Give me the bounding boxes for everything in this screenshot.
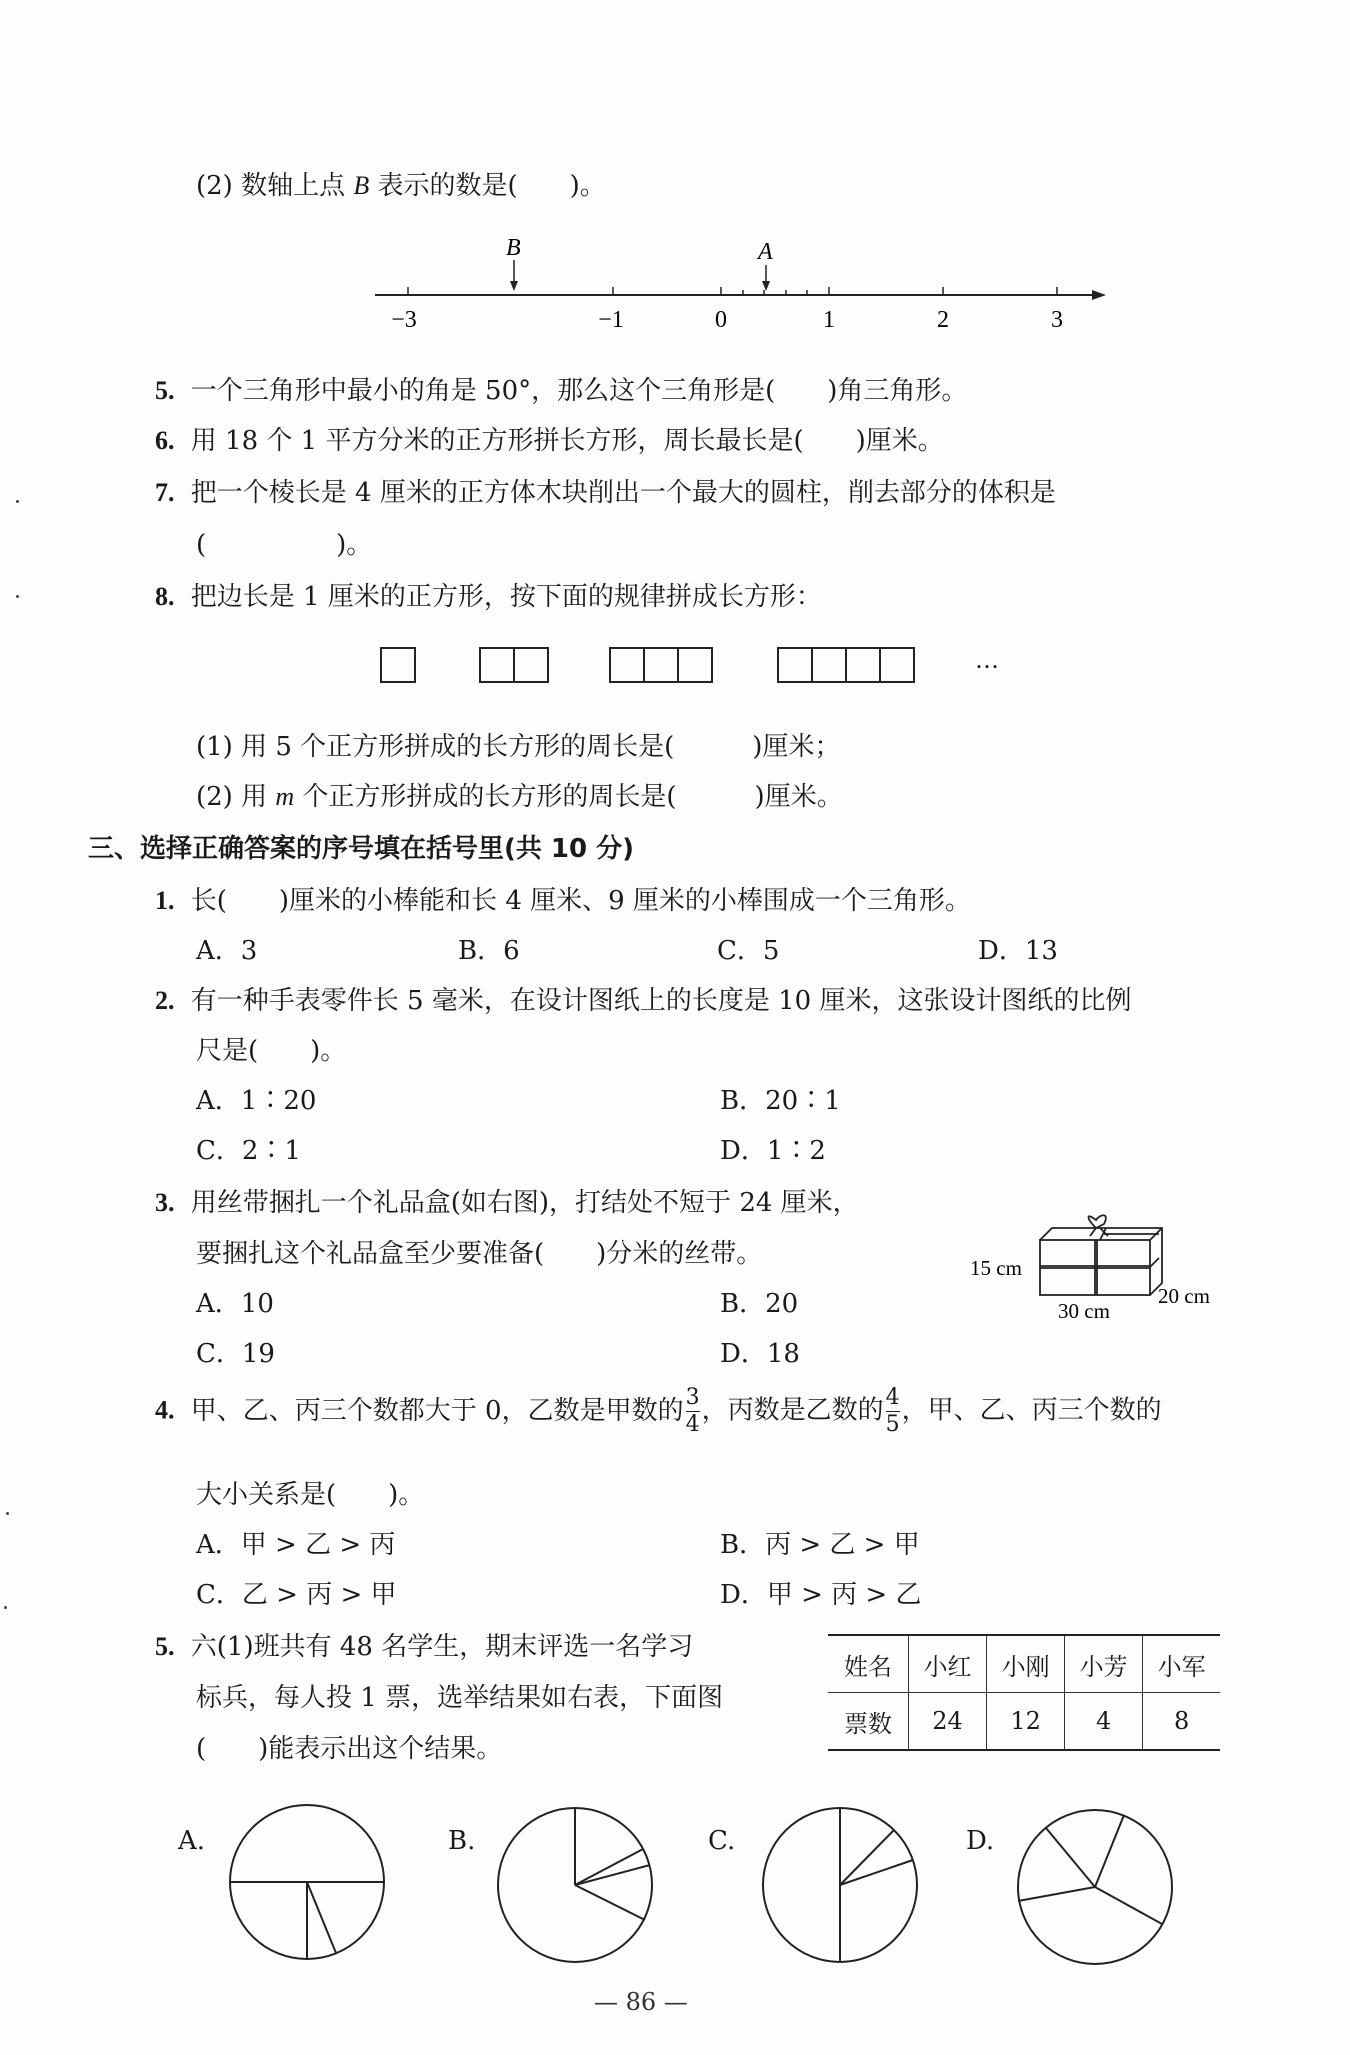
fraction-three-quarters: $\frac{3}{4}$ [685, 1385, 700, 1437]
gift-box-figure [960, 1210, 1230, 1325]
s3-q3: 3. 用丝带捆扎一个礼品盒(如右图)，打结处不短于 24 厘米， [155, 1188, 859, 1218]
s3-q3-line2: 要捆扎这个礼品盒至少要准备( )分米的丝带。 [196, 1239, 763, 1269]
q8-sub2: (2) 用 m 个正方形拼成的长方形的周长是( )厘米。 [196, 782, 843, 812]
s3-q2-option-c: C．2∶1 [196, 1136, 301, 1166]
s3-q4-option-a: A．甲 > 乙 > 丙 [196, 1530, 396, 1560]
bow-icon [1089, 1215, 1109, 1236]
table-header-cell: 姓名 [828, 1635, 909, 1693]
s3-q4-option-b: B．丙 > 乙 > 甲 [720, 1530, 920, 1560]
pattern-ellipsis: … [975, 648, 999, 674]
q8-sub1: (1) 用 5 个正方形拼成的长方形的周长是( )厘米； [196, 732, 841, 762]
table-header-cell: 小刚 [987, 1635, 1065, 1693]
q8: 8. 把边长是 1 厘米的正方形，按下面的规律拼成长方形： [155, 582, 822, 612]
box-height-label: 15 cm [970, 1256, 1022, 1280]
table-header-cell: 小芳 [1065, 1635, 1143, 1693]
pie-option-b [493, 1803, 658, 1968]
s3-q3-option-a: A．10 [196, 1289, 274, 1319]
label-b: B [506, 235, 521, 261]
q6: 6. 用 18 个 1 平方分米的正方形拼长方形，周长最长是( )厘米。 [155, 426, 944, 456]
pie-option-c [758, 1803, 923, 1968]
s3-q5: 5. 六(1)班共有 48 名学生，期末评选一名学习 [155, 1632, 694, 1662]
s3-q1: 1. 长( )厘米的小棒能和长 4 厘米、9 厘米的小棒围成一个三角形。 [155, 886, 971, 916]
pie-label-a: A. [178, 1826, 206, 1856]
s3-q4: 4. 甲、乙、丙三个数都大于 0，乙数是甲数的 $\frac{3}{4}$ ，丙数是乙数的 $\frac{4}{5}$ ，甲、乙、丙三个数的 [155, 1385, 1162, 1437]
scan-speck [6, 1512, 9, 1515]
s3-q2-line2: 尺是( )。 [196, 1036, 347, 1066]
q5: 5. 一个三角形中最小的角是 50°，那么这个三角形是( )角三角形。 [155, 376, 968, 406]
s3-q5-line3: ( )能表示出这个结果。 [196, 1734, 503, 1764]
label-a: A [758, 239, 773, 265]
s3-q2: 2. 有一种手表零件长 5 毫米，在设计图纸上的长度是 10 厘米，这张设计图纸的比例 [155, 986, 1132, 1016]
table-header-cell: 小红 [909, 1635, 987, 1693]
q4-sub2: (2) 数轴上点 B 表示的数是( )。 [196, 171, 606, 201]
table-cell: 4 [1065, 1693, 1143, 1751]
page-number: — 86 — [594, 1988, 688, 2016]
box-width-label: 20 cm [1158, 1284, 1210, 1308]
table-row [828, 1693, 1220, 1751]
s3-q1-option-d: D．13 [978, 936, 1058, 966]
table-cell: 8 [1143, 1693, 1220, 1751]
table-header-cell: 小军 [1143, 1635, 1220, 1693]
q7: 7. 把一个棱长是 4 厘米的正方体木块削出一个最大的圆柱，削去部分的体积是 [155, 478, 1056, 508]
tick-label: 1 [823, 307, 835, 333]
tick-label: 2 [937, 307, 949, 333]
box-length-label: 30 cm [1058, 1299, 1110, 1323]
s3-q5-line2: 标兵，每人投 1 票，选举结果如右表，下面图 [196, 1683, 724, 1713]
s3-q1-option-c: C．5 [717, 936, 780, 966]
s3-q2-option-a: A．1∶20 [196, 1086, 317, 1116]
pie-option-d [1013, 1805, 1178, 1970]
table-cell: 12 [987, 1693, 1065, 1751]
tick-label: 3 [1051, 307, 1063, 333]
vote-table [828, 1634, 1220, 1751]
section-3-title: 三、选择正确答案的序号填在括号里(共 10 分) [88, 834, 635, 864]
scan-speck [16, 595, 19, 598]
s3-q4-line2: 大小关系是( )。 [196, 1480, 425, 1510]
s3-q4-option-d: D．甲 > 丙 > 乙 [720, 1580, 922, 1610]
table-cell: 票数 [828, 1693, 909, 1751]
arrow-a-icon [762, 281, 770, 291]
pie-option-a [225, 1800, 390, 1965]
tick-label: −1 [598, 307, 624, 333]
table-row [828, 1635, 1220, 1693]
s3-q3-option-d: D．18 [720, 1339, 800, 1369]
pie-label-d: D. [966, 1826, 995, 1856]
scan-speck [16, 500, 19, 503]
table-cell: 24 [909, 1693, 987, 1751]
tick-label: −3 [391, 307, 417, 333]
s3-q3-option-b: B．20 [720, 1289, 799, 1319]
pie-label-b: B. [448, 1826, 476, 1856]
fraction-four-fifths: $\frac{4}{5}$ [885, 1385, 900, 1437]
s3-q1-option-a: A．3 [196, 936, 258, 966]
var-b: B [353, 171, 370, 200]
s3-q2-option-b: B．20∶1 [720, 1086, 841, 1116]
q7-line2: ( )。 [196, 530, 373, 560]
s3-q1-option-b: B．6 [458, 936, 520, 966]
scan-speck [4, 1606, 7, 1609]
pie-label-c: C. [708, 1826, 736, 1856]
arrow-b-icon [510, 281, 518, 291]
s3-q3-option-c: C．19 [196, 1339, 275, 1369]
tick-label: 0 [715, 307, 727, 333]
s3-q2-option-d: D．1∶2 [720, 1136, 826, 1166]
s3-q4-option-c: C．乙 > 丙 > 甲 [196, 1580, 397, 1610]
square-pattern [375, 640, 1025, 690]
number-line [360, 225, 1120, 345]
